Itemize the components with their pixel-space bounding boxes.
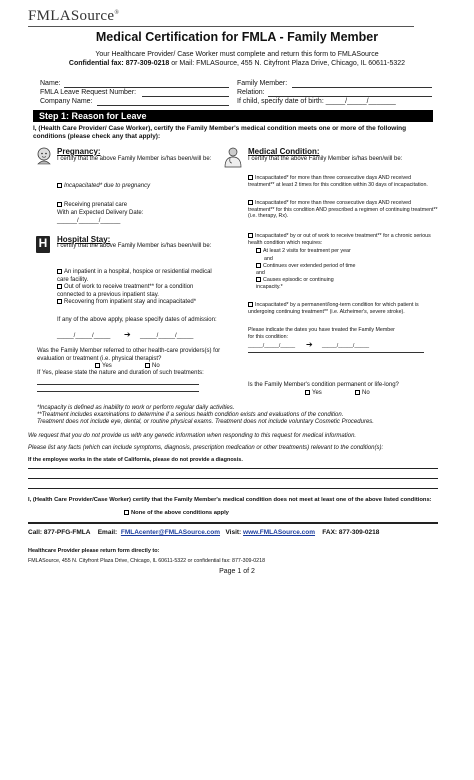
pregnancy-certify: I certify that the above Family Member is/has been/will be: bbox=[57, 156, 212, 162]
option-label: An inpatient in a hospital, hospice or residential medical care facility. bbox=[57, 269, 212, 283]
chronic-sub-extended[interactable] bbox=[256, 263, 356, 276]
option-label: Continues over extended period of time and bbox=[256, 263, 356, 276]
option-label: Out of work to receive treatment** for a condition connected to a previous inpatient stay. bbox=[57, 284, 194, 298]
fax-number: 877-309-0218 bbox=[125, 60, 170, 67]
medical-option-chronic[interactable] bbox=[248, 233, 438, 246]
website-link[interactable]: www.FMLASource.com bbox=[243, 529, 316, 536]
medical-certify: I certify that the above Family Member is/has been/will be: bbox=[248, 156, 403, 162]
contact-bar bbox=[28, 529, 448, 536]
option-label: Incapacitated* for more than three consecutive days AND received treatment** at least 2 times for this condition within 30 days of incapacitation. bbox=[248, 175, 428, 188]
option-label: No bbox=[362, 390, 370, 397]
logo-text: FMLASource bbox=[28, 8, 115, 24]
referral-answer-line-2[interactable] bbox=[37, 391, 199, 392]
pregnancy-option-prenatal[interactable] bbox=[57, 202, 222, 210]
checkbox[interactable] bbox=[248, 175, 253, 180]
permanent-no[interactable] bbox=[355, 390, 370, 398]
permanent-question: Is the Family Member's condition permanent or life-long? bbox=[248, 382, 399, 388]
visit-label: Visit: bbox=[225, 529, 242, 536]
logo-mark: ® bbox=[114, 10, 120, 16]
checkbox[interactable] bbox=[57, 269, 62, 274]
checkbox[interactable] bbox=[57, 183, 62, 188]
return-address: FMLASource, 455 N. Cityfront Plaza Drive, Chicago, IL 60611-5322 or confidential fax: 877-309-0218 bbox=[28, 558, 266, 564]
fmlasource-logo bbox=[28, 8, 119, 25]
option-label: Incapacitated* due to pregnancy bbox=[64, 183, 151, 190]
doctor-icon bbox=[222, 146, 244, 168]
checkbox[interactable] bbox=[57, 202, 62, 207]
admission-dates-label: If any of the above apply, please specify dates of admission: bbox=[57, 317, 217, 323]
hospital-icon: H bbox=[36, 236, 50, 253]
hospital-option-out-of-work[interactable] bbox=[57, 284, 222, 299]
facts-answer-line-3[interactable] bbox=[28, 488, 438, 489]
fax-label: Confidential fax: bbox=[68, 60, 124, 67]
checkbox[interactable] bbox=[305, 390, 310, 395]
hospital-option-inpatient[interactable] bbox=[57, 269, 222, 284]
request-number-label: FMLA Leave Request Number: bbox=[40, 89, 137, 96]
admission-date-from[interactable]: _____/_____/_____ bbox=[57, 333, 111, 339]
option-label: Incapacitated* by a permanent/long-term condition for which patient is undergoing continuing treatment** (i.e. Alzheimer's, severe stroke). bbox=[248, 302, 419, 315]
relation-label: Relation: bbox=[237, 89, 265, 96]
child-dob-field[interactable]: If child, specify date of birth: _____/_____/_______ bbox=[237, 98, 396, 105]
medical-condition-heading: Medical Condition: bbox=[248, 147, 320, 156]
request-number-input-line[interactable] bbox=[142, 96, 229, 97]
header-divider bbox=[28, 26, 414, 27]
checkbox[interactable] bbox=[95, 363, 100, 368]
checkbox[interactable] bbox=[256, 248, 261, 253]
california-notice: If the employee works in the state of California, please do not provide a diagnosis. bbox=[28, 457, 243, 463]
family-member-label: Family Member: bbox=[237, 80, 288, 87]
footnotes bbox=[37, 405, 437, 426]
checkbox[interactable] bbox=[248, 200, 253, 205]
chronic-sub-visits[interactable] bbox=[256, 248, 376, 255]
option-label: Incapacitated* for more than three consecutive days AND received treatment** for this condition AND prescribed a regimen of continuing treatment** (i.e. therapy, Rx). bbox=[248, 200, 438, 219]
arrow-right-icon: ➔ bbox=[306, 340, 313, 349]
genetic-info-notice: We request that you do not provide us with any genetic information when responding to this request for medical information. bbox=[28, 433, 357, 439]
pregnancy-heading: Pregnancy: bbox=[57, 147, 101, 156]
option-label: Yes bbox=[102, 363, 112, 370]
arrow-right-icon: ➔ bbox=[124, 330, 131, 339]
referral-if-yes: If Yes, please state the nature and duration of such treatments: bbox=[37, 370, 204, 376]
footnote-incapacity: *Incapacity is defined as inability to work or perform regular daily activities. bbox=[37, 405, 235, 411]
checkbox[interactable] bbox=[256, 277, 261, 282]
family-member-input-line[interactable] bbox=[292, 87, 432, 88]
hospital-option-recovering[interactable] bbox=[57, 299, 222, 307]
return-title: Healthcare Provider please return form directly to: bbox=[28, 548, 160, 554]
option-label: Receiving prenatal care bbox=[64, 202, 128, 209]
checkbox[interactable] bbox=[355, 390, 360, 395]
relation-input-line[interactable] bbox=[268, 96, 432, 97]
referral-answer-line-1[interactable] bbox=[37, 384, 199, 385]
checkbox[interactable] bbox=[248, 233, 253, 238]
contact-divider bbox=[28, 522, 438, 524]
checkbox[interactable] bbox=[124, 510, 129, 515]
hospital-certify: I certify that the above Family Member is/has been/will be: bbox=[57, 243, 212, 249]
not-meet-statement: I, (Health Care Provider/Case Worker) certify that the Family Member's medical condition does not meet at least one of the above listed conditions: bbox=[28, 497, 432, 503]
email-link[interactable]: FMLAcenter@FMLASource.com bbox=[120, 529, 221, 536]
chronic-sub-and: and bbox=[264, 256, 273, 262]
none-apply-option[interactable] bbox=[124, 510, 229, 516]
footnote-exclusions: Treatment does not include eye, dental, or routine physical exams. Treatment does not include voluntary Cosmetic Procedures. bbox=[37, 419, 374, 425]
checkbox[interactable] bbox=[256, 263, 261, 268]
referral-question: Was the Family Member referred to other health-care providers(s) for evaluation or treatment (i.e. physical therapist? bbox=[37, 348, 221, 362]
facts-answer-line-1[interactable] bbox=[28, 468, 438, 469]
baby-icon bbox=[34, 146, 54, 166]
medical-option-permanent[interactable] bbox=[248, 302, 438, 315]
facts-request: Please list any facts (which can include symptoms, diagnosis, prescription medication or other treatments) relevant to the condition(s): bbox=[28, 445, 384, 451]
facts-answer-line-2[interactable] bbox=[28, 478, 438, 479]
step1-intro: I, (Health Care Provider/ Case Worker), certify the Family Member's medical condition meets one or more of the following conditions (please check any that apply): bbox=[33, 125, 407, 140]
option-label: None of the above conditions apply bbox=[131, 510, 229, 517]
email-label: Email: bbox=[97, 529, 118, 536]
intro-line: Your Healthcare Provider/ Case Worker must complete and return this form to FMLASource bbox=[95, 51, 379, 58]
medical-option-three-days-two-visits[interactable] bbox=[248, 175, 438, 188]
company-name-label: Company Name: bbox=[40, 98, 93, 105]
admission-date-to[interactable]: _____/_____/_____ bbox=[140, 333, 194, 339]
chronic-sub-episodic[interactable] bbox=[256, 277, 356, 290]
name-field-label: Name: bbox=[40, 80, 61, 87]
option-label: Causes episodic or continuing incapacity.* bbox=[256, 277, 334, 290]
page-number: Page 1 of 2 bbox=[219, 568, 255, 575]
medical-option-continuing-regimen[interactable] bbox=[248, 200, 438, 220]
checkbox[interactable] bbox=[145, 363, 150, 368]
checkbox[interactable] bbox=[248, 302, 253, 307]
page-title: Medical Certification for FMLA - Family Member bbox=[95, 30, 379, 44]
treated-dates-line[interactable] bbox=[248, 352, 424, 353]
treated-dates-label: Please indicate the dates you have treated the Family Member for this condition: bbox=[248, 327, 395, 340]
footnote-treatment: **Treatment includes examinations to determine if a serious health condition exists and evaluations of the condition. bbox=[37, 412, 344, 418]
due-date-label: With an Expected Delivery Date: bbox=[57, 210, 144, 216]
call-number: Call: 877-PFG-FMLA bbox=[28, 529, 91, 536]
option-label: At least 2 visits for treatment per year bbox=[263, 248, 351, 254]
fax-contact: FAX: 877-309-0218 bbox=[322, 529, 380, 536]
option-label: No bbox=[152, 363, 160, 370]
company-name-input-line[interactable] bbox=[97, 105, 229, 106]
hospital-heading: Hospital Stay: bbox=[57, 235, 111, 244]
step1-title: Step 1: Reason for Leave bbox=[33, 110, 433, 122]
mail-text: or Mail: FMLASource, 455 N. Cityfront Plaza Drive, Chicago, IL 60611-5322 bbox=[171, 60, 406, 67]
checkbox[interactable] bbox=[57, 284, 62, 289]
option-label: Incapacitated* by or out of work to receive treatment** for a chronic serious health condition which requires: bbox=[248, 233, 431, 246]
checkbox[interactable] bbox=[57, 299, 62, 304]
due-date-input[interactable]: ______/______/______ bbox=[57, 218, 121, 224]
treated-date-from[interactable]: _____/_____/_____ bbox=[248, 343, 296, 349]
pregnancy-option-incapacitated[interactable] bbox=[57, 183, 222, 191]
option-label: Yes bbox=[312, 390, 322, 397]
intro-fax-line bbox=[0, 60, 474, 67]
option-label: Recovering from inpatient stay and incapacitated* bbox=[64, 299, 197, 306]
treated-date-to[interactable]: _____/_____/_____ bbox=[322, 343, 370, 349]
name-input-line[interactable] bbox=[64, 87, 229, 88]
permanent-yes[interactable] bbox=[305, 390, 322, 398]
